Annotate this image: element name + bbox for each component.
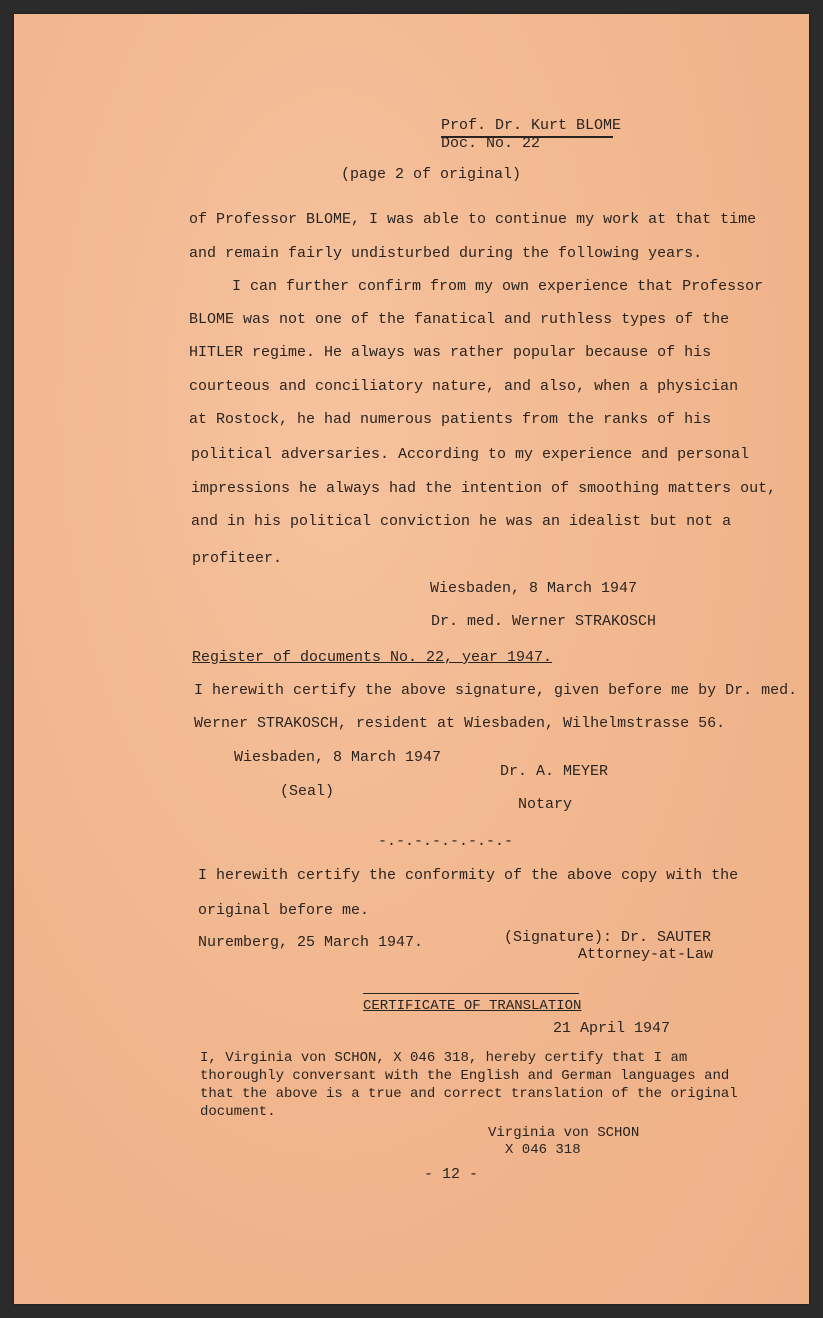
certificate-heading: CERTIFICATE OF TRANSLATION (363, 998, 582, 1014)
certificate-overline (363, 993, 579, 994)
page-note: (page 2 of original) (341, 166, 522, 183)
translator-name: Virginia von SCHON (488, 1125, 640, 1141)
statement-signer: Dr. med. Werner STRAKOSCH (431, 613, 657, 630)
certificate-line: that the above is a true and correct translation of the original (200, 1086, 738, 1102)
separator-line: -.-.-.-.-.-.-.- (378, 833, 514, 850)
body-line: political adversaries. According to my experience and personal (191, 446, 750, 463)
register-heading: Register of documents No. 22, year 1947. (192, 649, 553, 666)
body-line: impressions he always had the intention of smoothing matters out, (191, 480, 777, 497)
body-line: profiteer. (192, 550, 283, 567)
body-line: and in his political conviction he was an idealist but not a (191, 513, 732, 530)
conformity-signature: (Signature): Dr. SAUTER (504, 929, 712, 946)
seal-label: (Seal) (280, 783, 335, 800)
document-page (14, 14, 809, 1304)
conformity-place-date: Nuremberg, 25 March 1947. (198, 934, 424, 951)
body-line: BLOME was not one of the fanatical and ruthless types of the (189, 311, 730, 328)
translator-id: X 046 318 (505, 1142, 581, 1158)
body-line: HITLER regime. He always was rather popular because of his (189, 344, 712, 361)
certificate-line: document. (200, 1104, 276, 1120)
certificate-line: thoroughly conversant with the English and German languages and (200, 1068, 730, 1084)
register-place-date: Wiesbaden, 8 March 1947 (234, 749, 442, 766)
certificate-line: I, Virginia von SCHON, X 046 318, hereby certify that I am (200, 1050, 688, 1066)
body-line: courteous and conciliatory nature, and also, when a physician (189, 378, 739, 395)
notary-title: Notary (518, 796, 573, 813)
conformity-line: I herewith certify the conformity of the above copy with the (198, 867, 739, 884)
certificate-date: 21 April 1947 (553, 1020, 671, 1037)
body-line: I can further confirm from my own experience that Professor (232, 278, 764, 295)
statement-place-date: Wiesbaden, 8 March 1947 (430, 580, 638, 597)
page-number: - 12 - (424, 1166, 479, 1183)
header-doc-no: Doc. No. 22 (441, 135, 541, 152)
body-line: at Rostock, he had numerous patients from the ranks of his (189, 411, 712, 428)
register-line: I herewith certify the above signature, given before me by Dr. med. (194, 682, 798, 699)
body-line: of Professor BLOME, I was able to continue my work at that time (189, 211, 757, 228)
notary-name: Dr. A. MEYER (500, 763, 609, 780)
body-line: and remain fairly undisturbed during the following years. (189, 245, 703, 262)
conformity-line: original before me. (198, 902, 370, 919)
header-name: Prof. Dr. Kurt BLOME (441, 117, 622, 134)
register-line: Werner STRAKOSCH, resident at Wiesbaden, Wilhelmstrasse 56. (194, 715, 726, 732)
conformity-title: Attorney-at-Law (578, 946, 714, 963)
